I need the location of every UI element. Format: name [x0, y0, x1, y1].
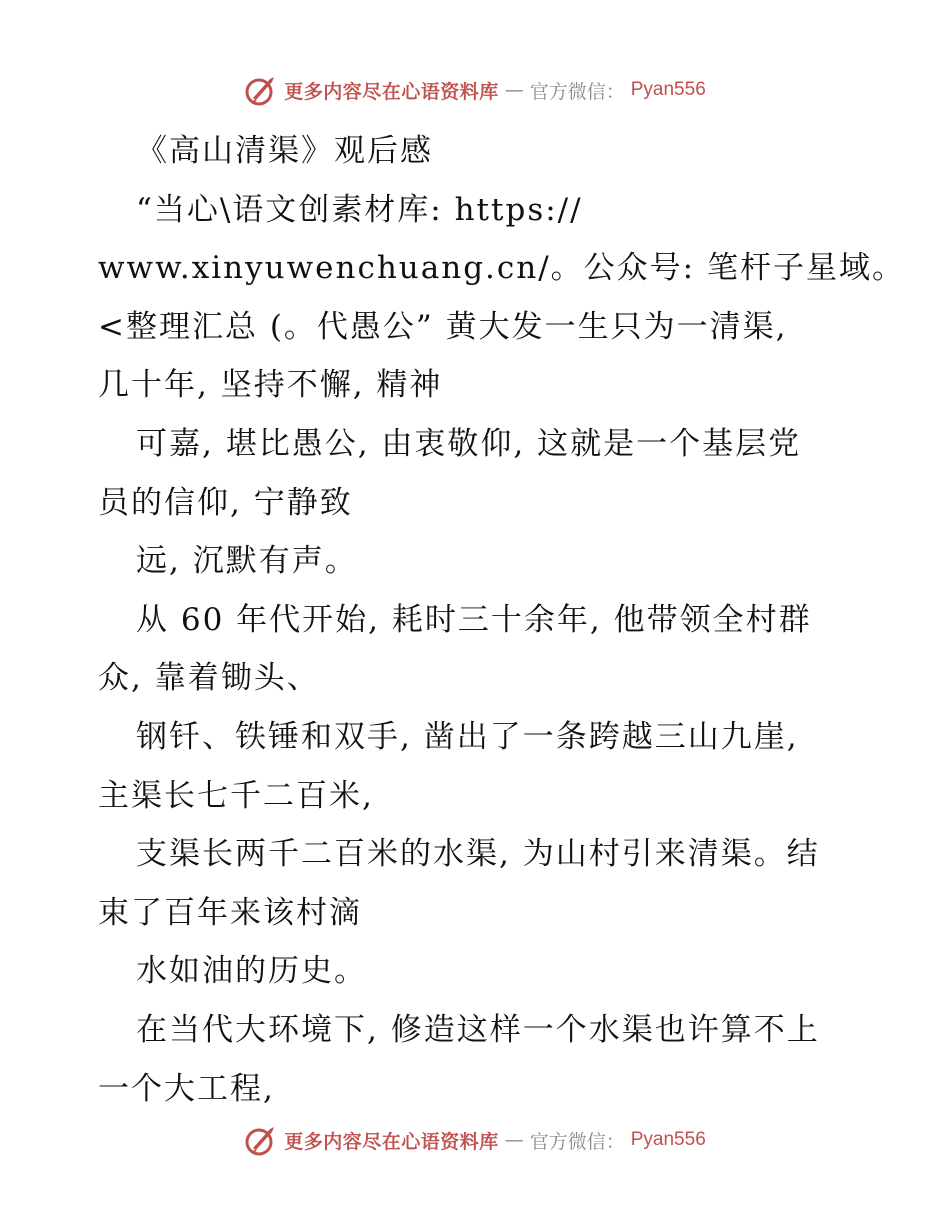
banner-wechat-id: Pyan556 [630, 1129, 706, 1150]
document-body [98, 122, 905, 1118]
text-line: 主渠长七千二百米, [98, 777, 374, 814]
banner-text: 更多内容尽在心语资料库 [284, 80, 499, 103]
text-line: www.xinyuwenchuang.cn/。公众号: 笔杆子星域。 [98, 250, 905, 287]
footer-banner [0, 1120, 950, 1160]
text-line: 众, 靠着锄头、 [98, 660, 320, 697]
text-line: 员的信仰, 宁静致 [98, 484, 353, 521]
quill-logo-icon [244, 73, 278, 107]
text-line: 可嘉, 堪比愚公, 由衷敬仰, 这就是一个基层党 [136, 425, 802, 462]
text-line: 一个大工程, [98, 1070, 275, 1107]
document-title: 《高山清渠》观后感 [136, 133, 433, 169]
text-line: 在当代大环境下, 修造这样一个水渠也许算不上 [136, 1011, 820, 1048]
text-line: 几十年, 坚持不懈, 精神 [98, 367, 443, 404]
text-line: 水如油的历史。 [136, 953, 367, 990]
text-line: 钢钎、铁锤和双手, 凿出了一条跨越三山九崖, [136, 718, 799, 755]
text-line: “当心\语文创素材库: https:// [136, 191, 583, 228]
header-banner [0, 70, 950, 110]
banner-wechat-id: Pyan556 [630, 79, 706, 100]
text-line: 支渠长两千二百米的水渠, 为山村引来清渠。结 [136, 836, 820, 873]
banner-text: 更多内容尽在心语资料库 [284, 1130, 499, 1153]
text-line: <整理汇总 (。代愚公” 黄大发一生只为一清渠, [98, 308, 788, 345]
quill-logo-icon [244, 1123, 278, 1157]
text-line: 束了百年来该村滴 [98, 894, 362, 931]
text-line: 从 60 年代开始, 耗时三十余年, 他带领全村群 [136, 601, 812, 638]
banner-label: 官方微信： [529, 1130, 625, 1153]
banner-separator: — [504, 79, 524, 101]
banner-label: 官方微信： [529, 80, 625, 103]
banner-separator: — [504, 1129, 524, 1151]
text-line: 远, 沉默有声。 [136, 543, 358, 580]
